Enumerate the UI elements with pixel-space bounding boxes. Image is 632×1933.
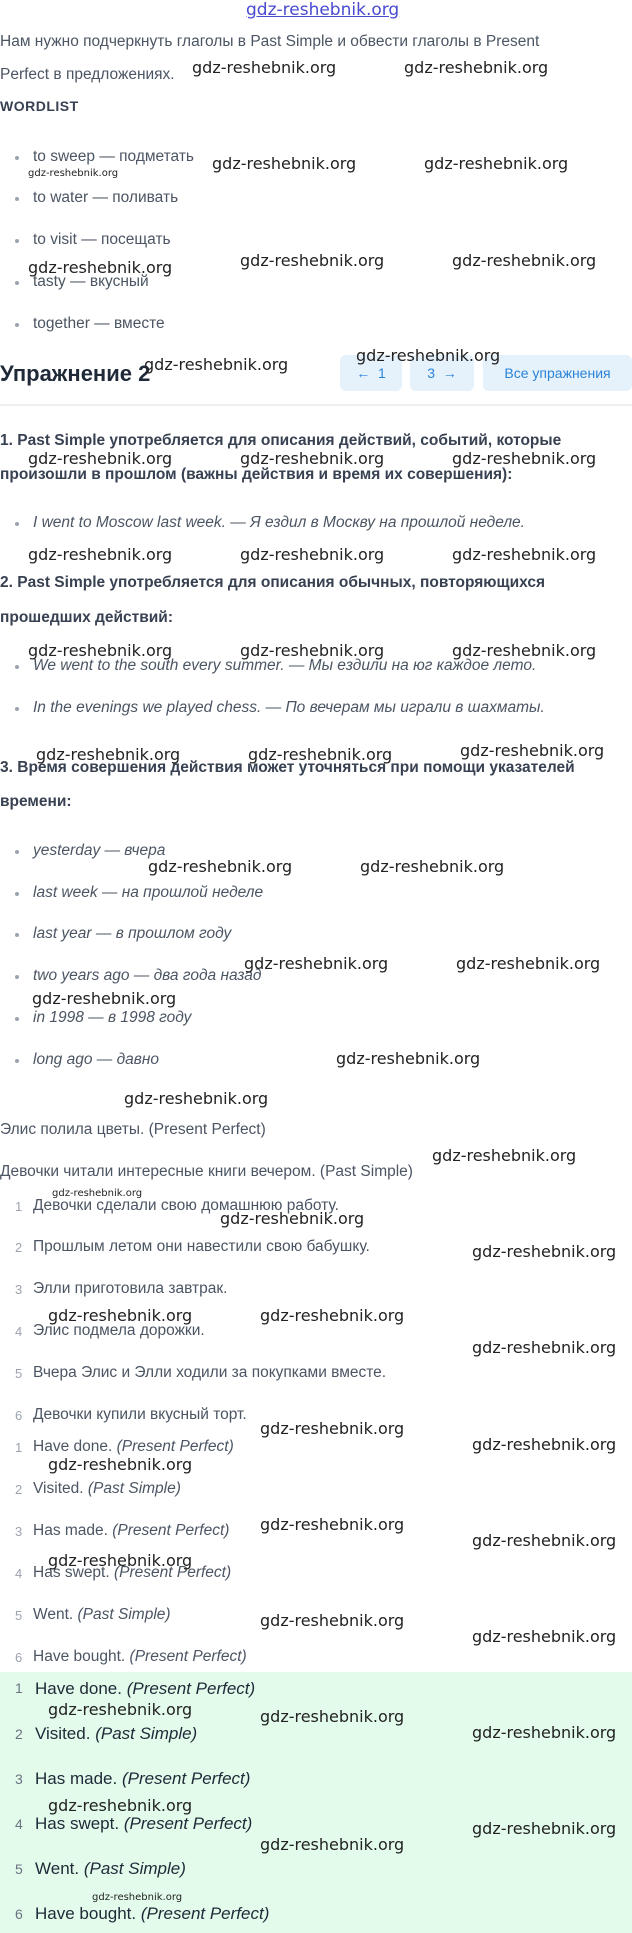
answer-highlight: Went. (Past Simple) [35,1859,186,1878]
watermark: gdz-reshebnik.org [472,1435,617,1454]
answer-item: Have done. (Present Perfect) [33,1438,234,1455]
watermark: gdz-reshebnik.org [472,1531,617,1550]
watermark: gdz-reshebnik.org [452,545,597,564]
list-number: 5 [15,1608,23,1623]
watermark: gdz-reshebnik.org [260,1611,405,1630]
watermark: gdz-reshebnik.org [460,741,605,760]
watermark: gdz-reshebnik.org [424,154,569,173]
list-number: 6 [15,1906,23,1922]
answer-highlight: Has made. (Present Perfect) [35,1769,251,1788]
watermark: gdz-reshebnik.org [240,251,385,270]
watermark: gdz-reshebnik.org [52,1188,143,1199]
watermark: gdz-reshebnik.org [28,641,173,660]
watermark: gdz-reshebnik.org [32,989,177,1008]
rule-3-example: in 1998 — в 1998 году [33,1009,192,1026]
watermark: gdz-reshebnik.org [48,1455,193,1474]
watermark: gdz-reshebnik.org [260,1419,405,1438]
watermark: gdz-reshebnik.org [48,1551,193,1570]
watermark: gdz-reshebnik.org [240,449,385,468]
rule-2-line-2: прошедших действий: [0,609,173,626]
rule-3-example: long ago — давно [33,1051,160,1068]
watermark: gdz-reshebnik.org [28,545,173,564]
sentence-item: Девочки купили вкусный торт. [33,1406,247,1423]
sentence-item: Элли приготовила завтрак. [33,1280,228,1297]
list-number: 4 [15,1816,23,1832]
list-number: 3 [15,1282,23,1297]
watermark: gdz-reshebnik.org [48,1306,193,1325]
watermark: gdz-reshebnik.org [260,1306,405,1325]
rule-3-example: two years ago — два года назад [33,967,262,984]
watermark: gdz-reshebnik.org [336,1049,481,1068]
watermark: gdz-reshebnik.org [472,1627,617,1646]
watermark: gdz-reshebnik.org [260,1515,405,1534]
watermark: gdz-reshebnik.org [452,449,597,468]
wordlist-item: to visit — посещать [33,231,171,248]
answer-item: Went. (Past Simple) [33,1606,171,1623]
wordlist-item: together — вместе [33,315,165,332]
answer-item: Have bought. (Present Perfect) [33,1648,247,1665]
wordlist-item: to water — поливать [33,189,179,206]
watermark: gdz-reshebnik.org [124,1089,269,1108]
list-number: 2 [15,1726,23,1742]
watermark: gdz-reshebnik.org [240,641,385,660]
rule-1-example: I went to Moscow last week. — Я ездил в Москву на прошлой неделе. [33,514,525,531]
watermark: gdz-reshebnik.org [48,1796,193,1815]
rule-3-example: yesterday — вчера [33,842,166,859]
arrow-right-icon: → [442,365,457,381]
watermark: gdz-reshebnik.org [28,449,173,468]
watermark: gdz-reshebnik.org [452,251,597,270]
sentence-item: Прошлым летом они навестили свою бабушку. [33,1238,370,1255]
watermark: gdz-reshebnik.org [48,1700,193,1719]
wordlist-item: to sweep — подметать [33,148,195,165]
top-watermark: gdz-reshebnik.org [246,0,400,20]
sentence-item: Вчера Элис и Элли ходили за покупками вместе. [33,1364,387,1381]
watermark: gdz-reshebnik.org [240,545,385,564]
watermark: gdz-reshebnik.org [456,954,601,973]
watermark: gdz-reshebnik.org [260,1707,405,1726]
list-number: 2 [15,1482,23,1497]
watermark: gdz-reshebnik.org [472,1338,617,1357]
watermark: gdz-reshebnik.org [212,154,357,173]
rule-3-example: last week — на прошлой неделе [33,884,264,901]
list-number: 3 [15,1524,23,1539]
watermark: gdz-reshebnik.org [144,355,289,374]
sentence-intro: Девочки читали интересные книги вечером. (Past Simple) [0,1163,413,1180]
all-exercises-button[interactable]: Все упражнения [483,355,632,391]
next-exercise-button[interactable]: 3 → [410,355,474,391]
list-number: 5 [15,1861,23,1877]
intro-line-1: Нам нужно подчеркнуть глаголы в Past Simple и обвести глаголы в Present [0,33,540,50]
watermark: gdz-reshebnik.org [472,1819,617,1838]
watermark: gdz-reshebnik.org [432,1146,577,1165]
exercise-title: Упражнение 2 [0,361,151,386]
answer-item: Has made. (Present Perfect) [33,1522,230,1539]
watermark: gdz-reshebnik.org [244,954,389,973]
watermark: gdz-reshebnik.org [248,745,393,764]
watermark: gdz-reshebnik.org [404,58,549,77]
answer-item: Visited. (Past Simple) [33,1480,181,1497]
rule-2-example: In the evenings we played chess. — По вечерам мы играли в шахматы. [33,699,545,716]
answer-highlight: Has swept. (Present Perfect) [35,1814,253,1833]
watermark: gdz-reshebnik.org [260,1835,405,1854]
list-number: 2 [15,1240,23,1255]
watermark: gdz-reshebnik.org [472,1242,617,1261]
list-number: 3 [15,1771,23,1787]
watermark: gdz-reshebnik.org [92,1892,183,1903]
watermark: gdz-reshebnik.org [36,745,181,764]
watermark: gdz-reshebnik.org [148,857,293,876]
rule-3-line-2: времени: [0,793,72,810]
arrow-left-icon: ← [356,365,371,381]
list-number: 1 [15,1199,23,1214]
watermark: gdz-reshebnik.org [28,258,173,277]
list-number: 4 [15,1324,23,1339]
list-number: 1 [15,1440,23,1455]
list-number: 5 [15,1366,23,1381]
rule-3-line-1: 3. Время совершения действия может уточняться при помощи указателей [0,759,575,776]
list-number: 4 [15,1566,23,1581]
answer-item: Has swept. (Present Perfect) [33,1564,232,1581]
list-number: 1 [15,1680,23,1696]
rule-1-line-2: произошли в прошлом (важны действия и время их совершения): [0,466,513,483]
watermark: gdz-reshebnik.org [220,1209,365,1228]
rule-2-example: We went to the south every summer. — Мы ездили на юг каждое лето. [33,657,537,674]
watermark: gdz-reshebnik.org [452,641,597,660]
list-number: 6 [15,1650,23,1665]
answer-highlight: Have done. (Present Perfect) [35,1679,256,1698]
wordlist-title: WORDLIST [0,98,79,114]
sentence-item: Элис подмела дорожки. [33,1322,205,1339]
list-number: 6 [15,1408,23,1423]
watermark: gdz-reshebnik.org [360,857,505,876]
watermark: gdz-reshebnik.org [192,58,337,77]
divider [0,404,632,406]
watermark: gdz-reshebnik.org [472,1723,617,1742]
wordlist-item: tasty — вкусный [33,273,149,290]
watermark: gdz-reshebnik.org [356,346,501,365]
sentence-item: Девочки сделали свою домашнюю работу. [33,1197,339,1214]
rule-1-line-1: 1. Past Simple употребляется для описания действий, событий, которые [0,432,562,449]
prev-exercise-button[interactable]: ← 1 [340,355,402,391]
answer-highlight: Have bought. (Present Perfect) [35,1904,270,1923]
intro-line-2: Perfect в предложениях. [0,66,175,83]
rule-2-line-1: 2. Past Simple употребляется для описания обычных, повторяющихся [0,574,546,591]
answer-highlight: Visited. (Past Simple) [35,1724,198,1743]
watermark: gdz-reshebnik.org [28,168,119,179]
sentence-intro: Элис полила цветы. (Present Perfect) [0,1121,266,1138]
rule-3-example: last year — в прошлом году [33,925,232,942]
